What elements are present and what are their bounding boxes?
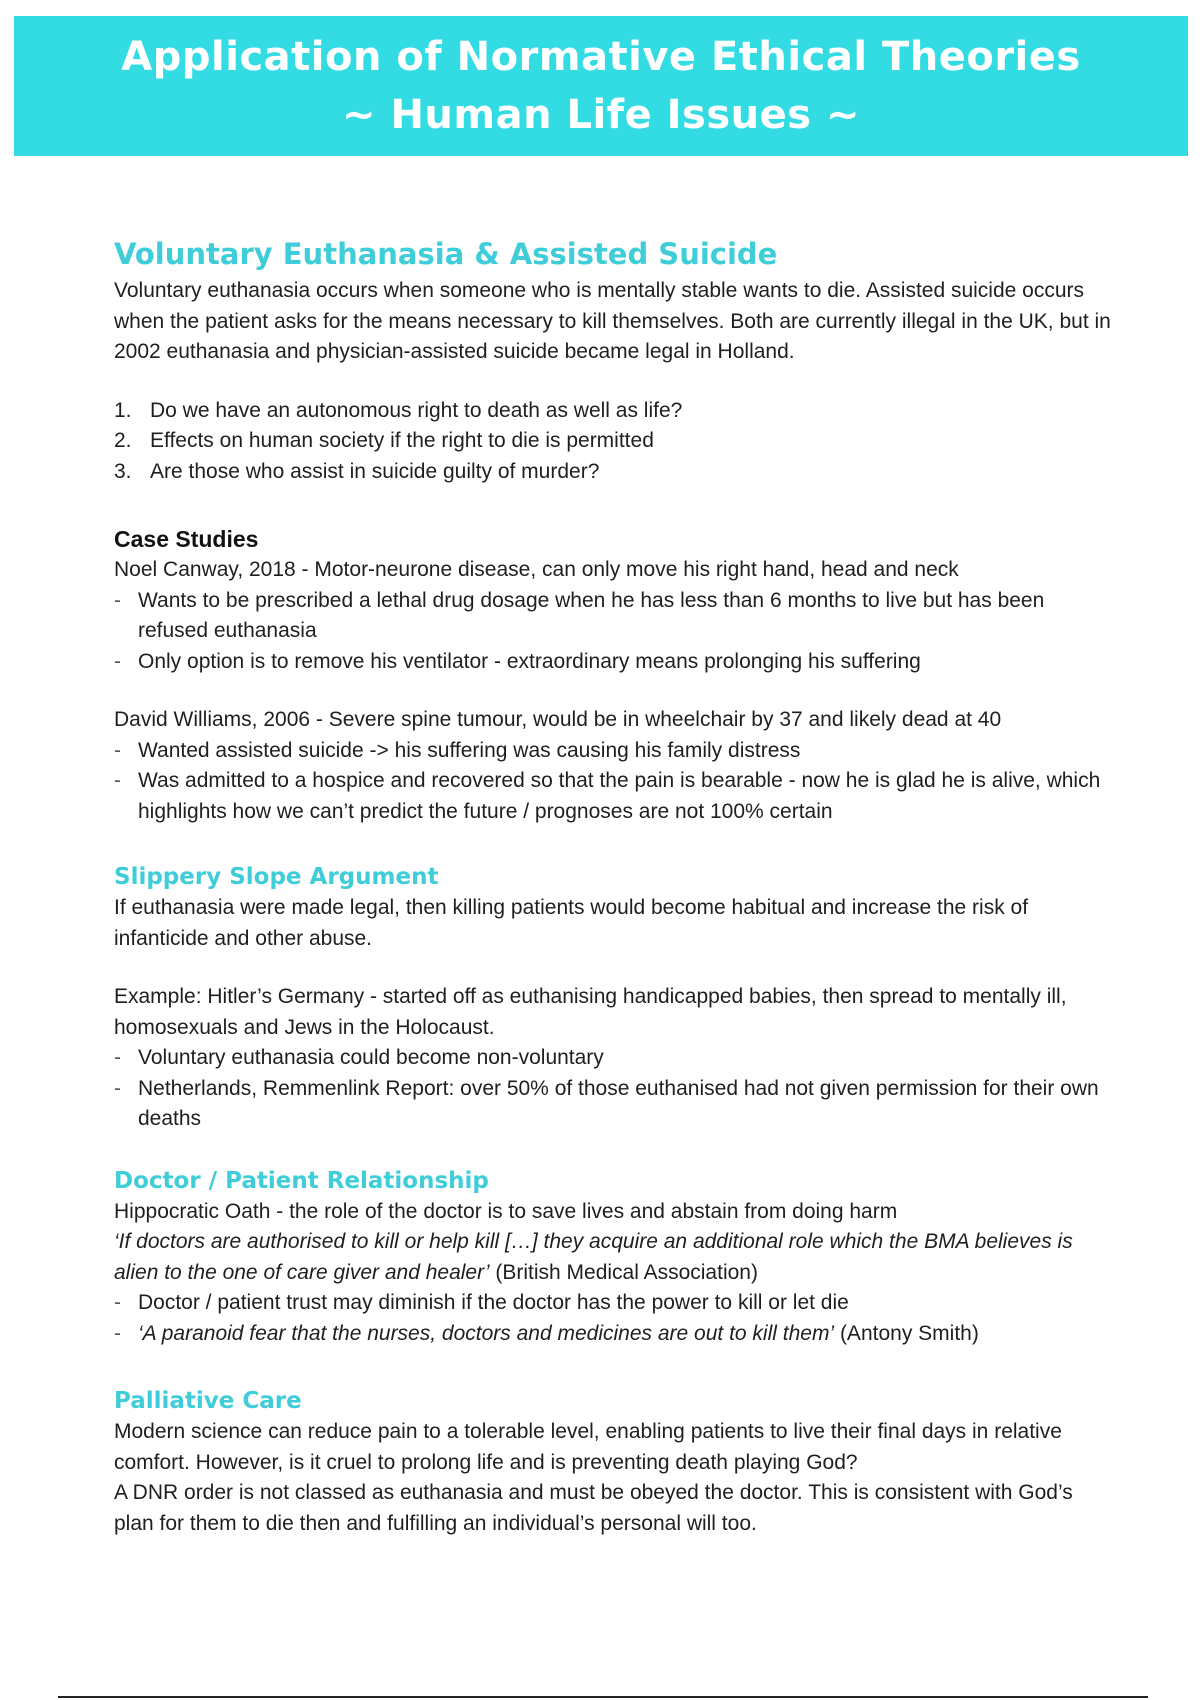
- list-item: [114, 457, 1114, 488]
- list-item: [114, 1288, 1114, 1319]
- list-item: [114, 426, 1114, 457]
- list-item: [114, 586, 1114, 647]
- question-list: [114, 396, 1114, 488]
- list-number: 1.: [114, 398, 132, 422]
- case-david-points: [114, 736, 1114, 828]
- list-number: 2.: [114, 429, 132, 452]
- hippocratic-oath-text: Hippocratic Oath - the role of the doctor is to save lives and abstain from doing harm: [114, 1199, 898, 1223]
- bma-quote-paragraph: [114, 1227, 1114, 1288]
- case-noel-points: [114, 586, 1114, 678]
- bullet-text: [138, 1319, 979, 1350]
- list-number: 3.: [114, 459, 132, 483]
- palliative-care-text: Modern science can reduce pain to a tolerable level, enabling patients to live their final days in relative comfort. However, is it cruel to prolong life and is preventing death playing God?: [114, 1420, 1062, 1474]
- dash-bullet: -: [114, 738, 121, 762]
- page-subtitle: ~ Human Life Issues ~: [342, 92, 860, 138]
- bullet-text: Netherlands, Remmenlink Report: over 50% of those euthanised had not given permission for their own deaths: [138, 1076, 1099, 1130]
- document-body: [114, 232, 1114, 1539]
- list-item: [114, 1043, 1114, 1074]
- list-item: [114, 1319, 1114, 1350]
- title-banner: [14, 16, 1188, 156]
- bullet-text: Wanted assisted suicide -> his suffering was causing his family distress: [138, 738, 801, 762]
- list-item: [114, 647, 1114, 678]
- smith-quote: ‘A paranoid fear that the nurses, doctors and medicines are out to kill them’: [138, 1321, 835, 1345]
- bullet-text: Wants to be prescribed a lethal drug dosage when he has less than 6 months to live but has been refused euthanasia: [138, 588, 1045, 642]
- question-text: Do we have an autonomous right to death as well as life?: [150, 398, 683, 422]
- bullet-text: Was admitted to a hospice and recovered so that the pain is bearable - now he is glad he is alive, which highlights how we can’t predict the future / prognoses are not 100% certain: [138, 769, 1101, 823]
- bullet-text: Voluntary euthanasia could become non-voluntary: [138, 1046, 604, 1069]
- dash-bullet: -: [114, 1076, 121, 1100]
- dash-bullet: -: [114, 1291, 121, 1314]
- doctor-patient-points: [114, 1288, 1114, 1349]
- case-noel-title: Noel Canway, 2018 - Motor-neurone disease, can only move his right hand, head and neck: [114, 558, 959, 581]
- dnr-order-text: A DNR order is not classed as euthanasia and must be obeyed the doctor. This is consistent with God’s plan for them to die then and fulfilling an individual’s personal will too.: [114, 1481, 1073, 1535]
- dash-bullet: -: [114, 1321, 121, 1345]
- slippery-slope-example: Example: Hitler’s Germany - started off as euthanising handicapped babies, then spread to mentally ill, homosexuals and Jews in the Holocaust.: [114, 985, 1067, 1039]
- list-item: [114, 766, 1114, 827]
- bma-quote-source: (British Medical Association): [489, 1260, 758, 1284]
- list-item: [114, 736, 1114, 767]
- bullet-text: Doctor / patient trust may diminish if the doctor has the power to kill or let die: [138, 1291, 849, 1314]
- bottom-divider: [58, 1696, 1148, 1698]
- slippery-slope-points: [114, 1043, 1114, 1135]
- page-title: Application of Normative Ethical Theories: [121, 34, 1081, 80]
- bullet-text: Only option is to remove his ventilator - extraordinary means prolonging his suffering: [138, 649, 921, 673]
- slippery-slope-text: If euthanasia were made legal, then killing patients would become habitual and increase the risk of infanticide and other abuse.: [114, 896, 1029, 950]
- euthanasia-intro: Voluntary euthanasia occurs when someone who is mentally stable wants to die. Assisted suicide occurs when the patient asks for the means necessary to kill themselves. Both are currently illegal in the UK, but in 2002 euthanasia and physician-assisted suicide became legal in Holland.: [114, 279, 1111, 363]
- list-item: [114, 396, 1114, 427]
- dash-bullet: -: [114, 769, 121, 792]
- question-text: Effects on human society if the right to die is permitted: [150, 429, 654, 452]
- list-item: [114, 1074, 1114, 1135]
- dash-bullet: -: [114, 1046, 121, 1069]
- dash-bullet: -: [114, 588, 121, 612]
- case-studies-heading: Case Studies: [114, 526, 259, 552]
- dash-bullet: -: [114, 649, 121, 673]
- bma-quote: ‘If doctors are authorised to kill or help kill […] they acquire an additional role which the BMA believes is alien to the one of care giver and healer’: [114, 1230, 1073, 1284]
- euthanasia-heading: Voluntary Euthanasia & Assisted Suicide: [114, 237, 778, 271]
- doctor-patient-heading: Doctor / Patient Relationship: [114, 1167, 489, 1194]
- case-david-title: David Williams, 2006 - Severe spine tumour, would be in wheelchair by 37 and likely dead at 40: [114, 708, 1002, 731]
- slippery-slope-heading: Slippery Slope Argument: [114, 864, 439, 890]
- question-text: Are those who assist in suicide guilty of murder?: [150, 459, 600, 483]
- palliative-care-heading: Palliative Care: [114, 1388, 302, 1414]
- smith-quote-source: (Antony Smith): [834, 1321, 979, 1345]
